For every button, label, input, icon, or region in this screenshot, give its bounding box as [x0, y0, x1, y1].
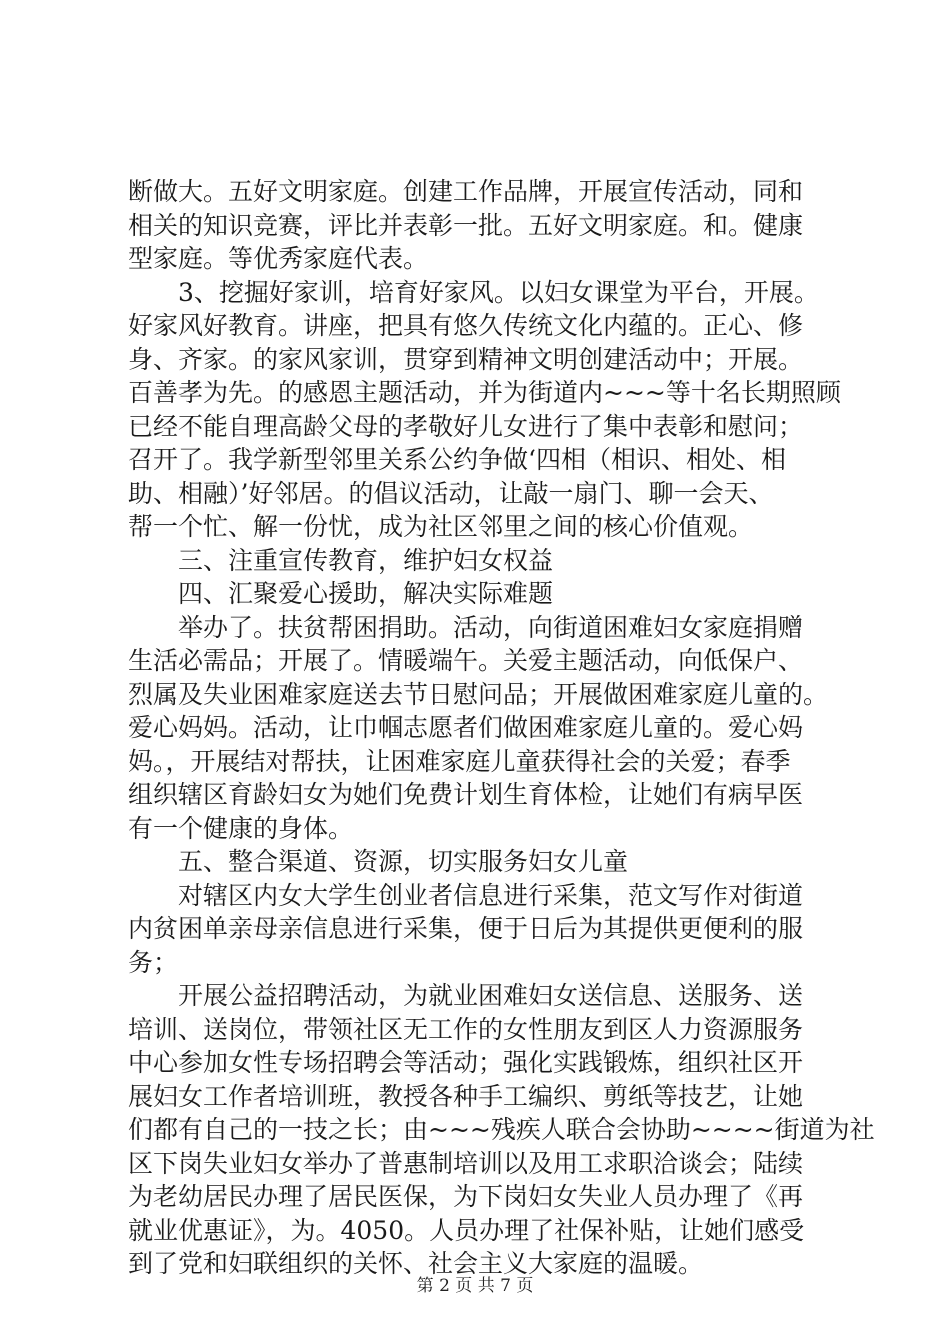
document-body — [128, 175, 875, 1281]
text-line: 有一个健康的身体。 — [128, 813, 354, 843]
text-line: 们都有自己的一技之长；由~~~残疾人联合会协助~~~~街道为社 — [128, 1115, 875, 1144]
page-footer: 第 2 页 共 7 页 — [416, 1276, 534, 1296]
text-line: 四、汇聚爱心援助，解决实际难题 — [128, 579, 554, 608]
text-line: 三、注重宣传教育，维护妇女权益 — [128, 545, 554, 575]
text-line: 爱心妈妈。活动，让巾帼志愿者们做困难家庭儿童的。爱心妈 — [128, 713, 804, 742]
text-line: 为老幼居民办理了居民医保，为下岗妇女失业人员办理了《再 — [128, 1182, 804, 1211]
text-line: 生活必需品；开展了。情暖端午。关爱主题活动，向低保户、 — [128, 646, 804, 675]
text-line: 组织辖区育龄妇女为她们免费计划生育体检，让她们有病早医 — [128, 780, 804, 809]
text-line: 妈。，开展结对帮扶，让困难家庭儿童获得社会的关爱；春季 — [128, 746, 791, 776]
text-line: 帮一个忙、解一份忧，成为社区邻里之间的核心价值观。 — [128, 512, 754, 541]
text-line: 开展公益招聘活动，为就业困难妇女送信息、送服务、送 — [128, 981, 804, 1010]
text-line: 内贫困单亲母亲信息进行采集，便于日后为其提供更便利的服 — [128, 914, 804, 943]
text-line: 助、相融）’好邻居。的倡议活动，让敲一扇门、聊一会天、 — [128, 478, 774, 508]
text-line: 五、整合渠道、资源，切实服务妇女儿童 — [128, 847, 629, 876]
text-line: 烈属及失业困难家庭送去节日慰问品；开展做困难家庭儿童的。 — [128, 679, 829, 709]
text-line: 中心参加女性专场招聘会等活动；强化实践锻炼，组织社区开 — [128, 1048, 804, 1077]
text-line: 区下岗失业妇女举办了普惠制培训以及用工求职洽谈会；陆续 — [128, 1148, 804, 1178]
text-line: 就业优惠证》，为。4050。人员办理了社保补贴，让她们感受 — [128, 1215, 805, 1245]
text-line: 相关的知识竞赛，评比并表彰一批。五好文明家庭。和。健康 — [128, 210, 804, 240]
text-line: 培训、送岗位，带领社区无工作的女性朋友到区人力资源服务 — [128, 1014, 804, 1044]
text-line: 对辖区内女大学生创业者信息进行采集，范文写作对街道 — [128, 880, 804, 910]
text-line: 型家庭。等优秀家庭代表。 — [128, 244, 429, 273]
text-line: 断做大。五好文明家庭。创建工作品牌，开展宣传活动，同和 — [128, 177, 804, 206]
text-line: 召开了。我学新型邻里关系公约争做‘四相（相识、相处、相 — [128, 445, 786, 474]
text-line: 身、齐家。的家风家训，贯穿到精神文明创建活动中；开展。 — [128, 344, 804, 374]
text-line: 3、挖掘好家训，培育好家风。以妇女课堂为平台，开展。 — [128, 277, 819, 307]
text-line: 到了党和妇联组织的关怀、社会主义大家庭的温暖。 — [128, 1249, 704, 1278]
text-line: 展妇女工作者培训班，教授各种手工编织、剪纸等技艺，让她 — [128, 1081, 804, 1111]
text-line: 已经不能自理高龄父母的孝敬好儿女进行了集中表彰和慰问； — [128, 411, 804, 441]
text-line: 举办了。扶贫帮困捐助。活动，向街道困难妇女家庭捐赠 — [128, 612, 804, 642]
text-line: 百善孝为先。的感恩主题活动，并为街道内~~~等十名长期照顾 — [128, 378, 841, 407]
text-line: 好家风好教育。讲座，把具有悠久传统文化内蕴的。正心、修 — [128, 311, 804, 340]
text-line: 务； — [128, 947, 179, 977]
